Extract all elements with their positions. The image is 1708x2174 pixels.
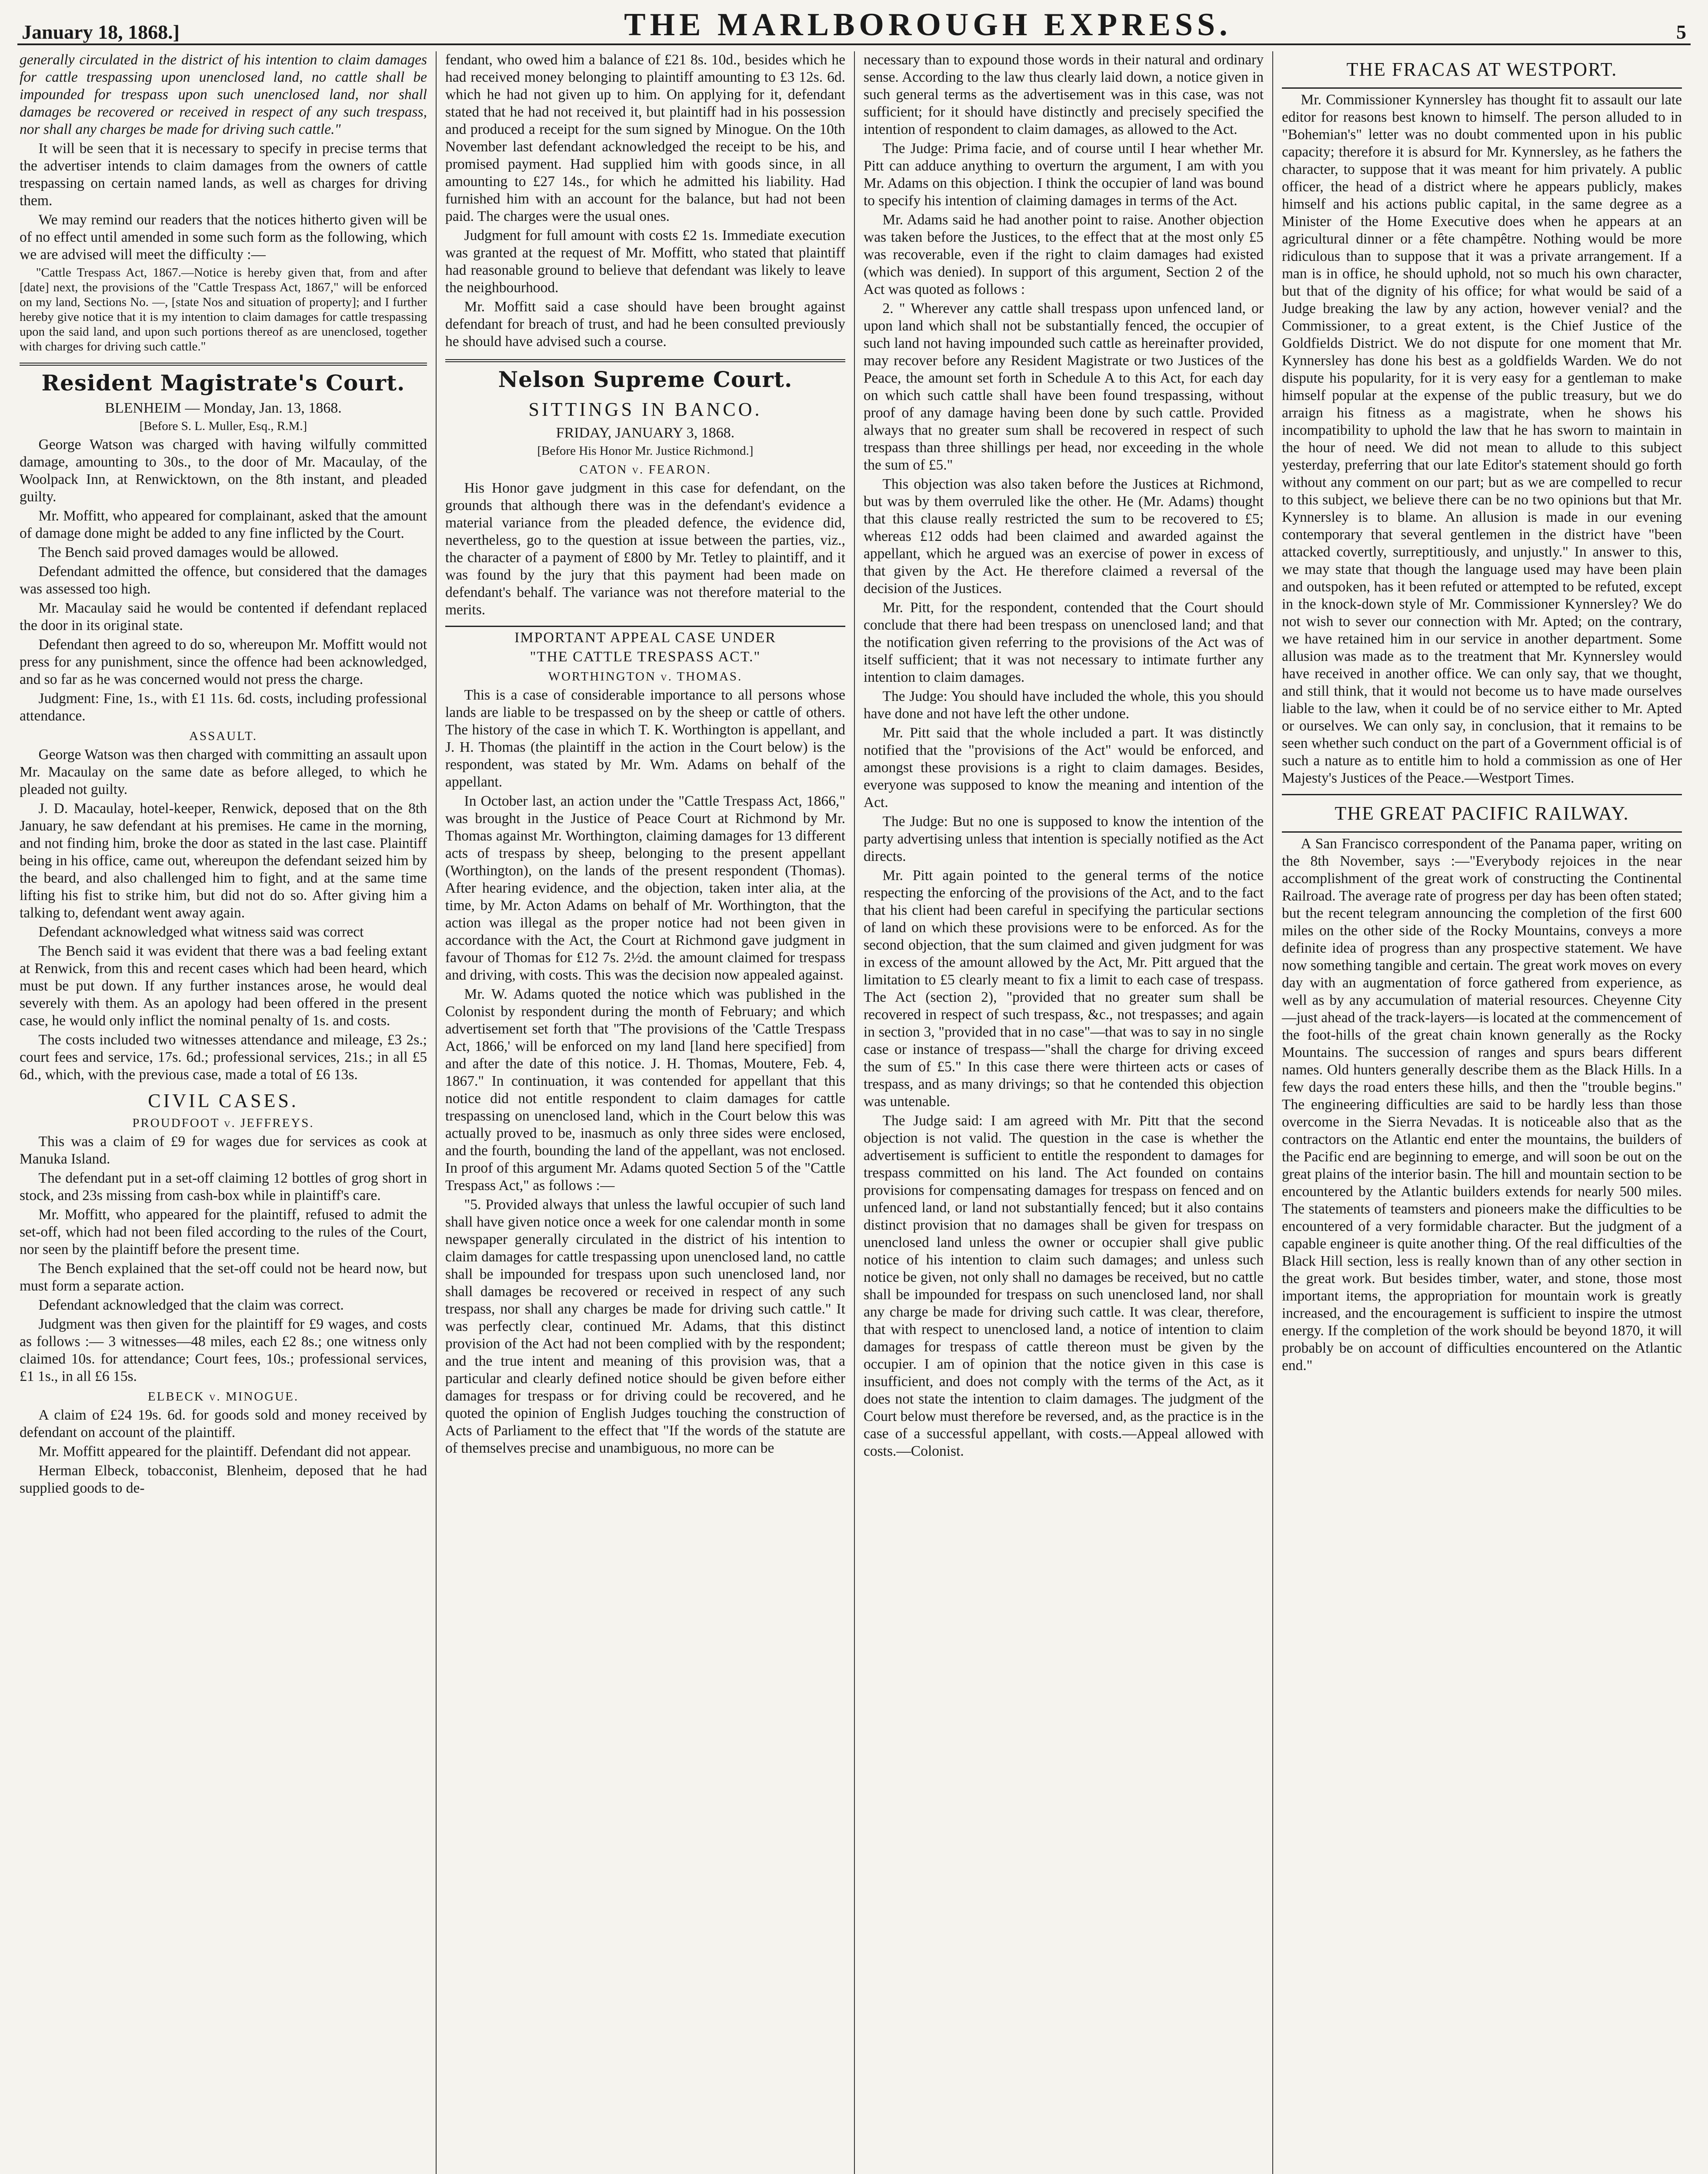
- article-text: Mr. Moffitt, who appeared for complainant, asked that the amount of damage done might be added to any fine inflicted by the Court.: [20, 508, 427, 541]
- case-heading: WORTHINGTON v. THOMAS.: [548, 670, 743, 684]
- section-heading: Resident Magistrate's Court.: [41, 370, 405, 396]
- court-before: [Before S. L. Muller, Esq., R.M.]: [139, 419, 307, 433]
- article-text: The defendant put in a set-off claiming 12 bottles of grog short in stock, and 23s missing from cash-box while in plaintiff's care.: [20, 1170, 427, 1204]
- article-text: His Honor gave judgment in this case for defendant, on the grounds that although there was in the defendant's evidence a material variance from the pleaded defence, the evidence did, nevertheless, go to the question at issue between the parties, viz., the character of a payment of £800 by Mr. Tetley to plaintiff, and it was found by the jury that this payment had been made on defendant's behalf. The variance was not therefore material to the merits.: [445, 480, 845, 618]
- column-3: [854, 51, 1272, 2174]
- article-text: Mr. Adams said he had another point to raise. Another objection was taken before the Justices, to the effect that at the most only £5 was recoverable, even if the right to claim damages had existed (which was denied). In support of this argument, Section 2 of the Act was quoted as follows :: [864, 212, 1264, 297]
- court-date: FRIDAY, JANUARY 3, 1868.: [556, 425, 735, 441]
- article-text: Mr. W. Adams quoted the notice which was published in the Colonist by respondent during the month of February; and which advertisement set forth that "The provisions of the 'Cattle Trespass Act, 1866,' will be enforced on my land [land here specified] from and after the date of this notice. J. H. Thomas, Moutere, Feb. 4, 1867." In continuation, it was contended for appellant that this notice did not entitle respondent to claim damages for cattle trespassing on unenclosed land, which in the Court below this was actually proved to be, inasmuch as only three sides were enclosed, and the fourth, bounding the land of the appellant, was not enclosed. In proof of this argument Mr. Adams quoted Section 5 of the "Cattle Trespass Act," as follows :—: [445, 986, 845, 1194]
- article-text: It will be seen that it is necessary to specify in precise terms that the advertiser intends to claim damages from the owners of cattle trespassing on certain named lands, as well as charges for driving them.: [20, 140, 427, 209]
- article-text: The Bench said proved damages would be allowed.: [38, 544, 339, 560]
- article-text: Herman Elbeck, tobacconist, Blenheim, deposed that he had supplied goods to de-: [20, 1463, 427, 1496]
- article-text: Mr. Moffitt appeared for the plaintiff. Defendant did not appear.: [38, 1444, 411, 1460]
- article-text: Defendant then agreed to do so, whereupon Mr. Moffitt would not press for any punishment, since the offence had been acknowledged, and so far as he was concerned would not press the charge.: [20, 637, 427, 687]
- article-text: Mr. Pitt, for the respondent, contended that the Court should conclude that there had been trespass on unenclosed land; and that the notification given referring to the provisions of the Act was of itself sufficient; that it was not necessary to intimate further any intention to claim damages.: [864, 600, 1264, 685]
- court-before: [Before His Honor Mr. Justice Richmond.]: [537, 444, 754, 458]
- article-text: The Judge said: I am agreed with Mr. Pitt that the second objection is not valid. The question in the case is whether the advertisement is sufficient to entitle the respondent to damages for trespass committed on his land. The Act founded on contains provisions for compensating damages for trespass on fenced and on unfenced land, or land not substantially fenced; but it also contains distinct provision that no damages shall be given for trespass on unenclosed land unless the owner or occupier shall give public notice of his intention to claim such damages; and unless such notice be given, not only shall no damages be received, but no cattle shall be impounded for trespass on such unenclosed land, nor shall any charge be made for driving such cattle. It was clear, therefore, that with respect to unenclosed land, a notice of intention to claim damages for trespass of cattle thereon must be given by the occupier. I am of opinion that the notice given in this case is insufficient, and does not comply with the terms of the Act, as it does not state the intention to claim damages. The judgment of the Court below must therefore be reversed, and, as the practice is in the case of a successful appellant, with costs.—Appeal allowed with costs.—Colonist.: [864, 1113, 1264, 1459]
- section-divider: [20, 363, 427, 366]
- article-text: A claim of £24 19s. 6d. for goods sold and money received by defendant on account of the plaintiff.: [20, 1407, 427, 1440]
- article-text: generally circulated in the district of his intention to claim damages for cattle trespassing upon unenclosed land, no cattle shall be impounded for trespass upon such unenclosed land, nor shall damages be recovered or received in respect of any such trespass, nor shall any charges be made for driving such cattle.": [20, 52, 427, 137]
- subsection-heading: CIVIL CASES.: [148, 1090, 299, 1111]
- article-text: The Bench explained that the set-off could not be heard now, but must form a separate action.: [20, 1260, 427, 1294]
- divider: [1282, 794, 1682, 795]
- article-text: Defendant acknowledged what witness said was correct: [38, 924, 364, 940]
- article-text: Judgment for full amount with costs £2 1s. Immediate execution was granted at the request of Mr. Moffitt, who stated that plaintiff had reasonable ground to believe that defendant was likely to leave the neighbourhood.: [445, 227, 845, 296]
- article-text: The Judge: But no one is supposed to know the intention of the party advertising unless that intention is specially notified as the Act directs.: [864, 814, 1264, 864]
- masthead: [17, 7, 1691, 45]
- article-text: Defendant acknowledged that the claim was correct.: [38, 1297, 344, 1313]
- article-text: J. D. Macaulay, hotel-keeper, Renwick, deposed that on the 8th January, he saw defendant at his premises. He came in the morning, and not finding him, broke the door as stated in the last case. Plaintiff being in his office, came out, whereupon the defendant seized him by the beard, and also challenged him to fight, and at the same time lifting his fist to strike him, but did not do so. After giving him a talking to, defendant went away again.: [20, 800, 427, 921]
- divider: [1282, 87, 1682, 89]
- columns: [17, 51, 1691, 2174]
- article-text: A San Francisco correspondent of the Panama paper, writing on the 8th November, says :—"Everybody rejoices in the near accomplishment of the great work of constructing the Continental Railroad. The average rate of progress per day has been often stated; but the recent telegram announcing the completion of the first 600 miles on the other side of the Rocky Mountains, conveys a more definite idea of progress than any prospective statement. We have now something tangible and certain. The great work moves on every day with an augmentation of force gathered from experience, as well as by any accumulation of material resources. Cheyenne City—just ahead of the track-layers—is located at the commencement of the foot-hills of the great chain known generally as the Rocky Mountains. The succession of ranges and spurs bears different names. Old hunters generally describe them as the Black Hills. In a few days the road enters these hills, and then the "trouble begins." The engineering difficulties are said to be hardly less than those overcome in the Sierra Nevadas. It is noticeable also that as the contractors on the Atlantic end enter the mountains, the builders of the Pacific end are beginning to emerge, and will soon be out on the great plains of the interior basin. The hill and mountain section to be encountered by the Atlantic builders extends for nearly 500 miles. The statements of teamsters and pioneers make the difficulties to be encountered of a very formidable character. But the judgment of a capable engineer is quite another thing. Of the real difficulties of the Black Hill section, less is really known than of any other section in the great work. But besides timber, water, and stone, those most important items, the appropriation for mountain work is greatly increased, and the encouragement is sufficient to inspire the utmost energy. If the completion of the work should be beyond 1870, it will probably be on account of difficulties encountered on the Atlantic end.": [1282, 836, 1682, 1374]
- article-text: Defendant admitted the offence, but considered that the damages was assessed too high.: [20, 564, 427, 597]
- article-heading: THE GREAT PACIFIC RAILWAY.: [1334, 803, 1629, 824]
- article-text: This was a claim of £9 for wages due for services as cook at Manuka Island.: [20, 1134, 427, 1167]
- article-text: fendant, who owed him a balance of £21 8s. 10d., besides which he had received money belonging to plaintiff amounting to £3 12s. 6d. which he had not given up to him. On applying for it, defendant stated that he had not received it, but plaintiff had in his possession and produced a receipt for the sum signed by Minogue. On the 10th November last defendant acknowledged the receipt to be his, and promised payment. Had supplied him with goods since, in all amounting to £27 14s., for which he admitted his liability. Had furnished him with an account for the balance, but had not been paid. The charges were the usual ones.: [445, 52, 845, 224]
- paper-title: THE MARLBOROUGH EXPRESS.: [624, 7, 1232, 43]
- article-heading: THE FRACAS AT WESTPORT.: [1346, 59, 1618, 80]
- column-2: [436, 51, 854, 2174]
- article-text: Judgment: Fine, 1s., with £1 11s. 6d. costs, including professional attendance.: [20, 690, 427, 724]
- divider: [445, 626, 845, 627]
- issue-date: January 18, 1868.]: [22, 21, 180, 43]
- article-text: The costs included two witnesses attendance and mileage, £3 2s.; court fees and service, 17s. 6d.; professional services, 21s.; in all £5 6d., which, with the previous case, made a total of £6 13s.: [20, 1032, 427, 1083]
- article-text: Mr. Pitt said that the whole included a part. It was distinctly notified that the "provisions of the Act" would be enforced, and amongst these provisions is a right to claim damages. Besides, everyone was supposed to know the meaning and intention of the Act.: [864, 725, 1264, 810]
- article-text: George Watson was charged with having wilfully committed damage, amounting to 30s., to the door of Mr. Macaulay, of the Woolpack Inn, at Renwicktown, on the 8th instant, and pleaded guilty.: [20, 437, 427, 505]
- article-text: Mr. Moffitt, who appeared for the plaintiff, refused to admit the set-off, which had not been filed according to the rules of the Court, nor seen by the plaintiff before the present time.: [20, 1207, 427, 1257]
- article-text: necessary than to expound those words in their natural and ordinary sense. According to the law thus clearly laid down, a notice given in such general terms as the advertisement was in this case, was not sufficient; for it should have distinctly and precisely specified the intention of respondent to claim damages, as allowed to the Act.: [864, 52, 1264, 137]
- article-text: "5. Provided always that unless the lawful occupier of such land shall have given notice once a week for one calendar month in some newspaper generally circulated in the district of his intention to claim damages for cattle trespassing upon unenclosed land, no cattle shall be impounded for trespass upon such unenclosed land, nor shall damages be recovered or received in respect of any such trespass, nor shall any charges be made for driving such cattle." It was perfectly clear, continued Mr. Adams, that this distinct provision of the Act had not been complied with by the respondent; and the true intent and meaning of this provision was, that a particular and clearly defined notice should be given before either damages for trespass or for driving could be recovered, and he quoted the opinion of English Judges touching the construction of Acts of Parliament to the effect that "If the words of the statute are of themselves precise and unambiguous, no more can be: [445, 1197, 845, 1456]
- case-heading: PROUDFOOT v. JEFFREYS.: [132, 1116, 314, 1130]
- case-heading: ELBECK v. MINOGUE.: [147, 1390, 299, 1404]
- article-text: 2. " Wherever any cattle shall trespass upon unfenced land, or upon land which shall not be substantially fenced, the occupier of such land not having impounded such cattle as hereinafter provided, may recover before any Resident Magistrate or two Justices of the Peace, the amount set forth in Schedule A to this Act, for each day on which such cattle shall have been found trespassing, without proof of any damage having been done by such cattle. Provided always that no greater sum shall be recovered in respect of such trespass than three shillings per head, nor exceeding in the whole the sum of £5.": [864, 300, 1264, 473]
- section-divider: [445, 359, 845, 362]
- section-heading: Nelson Supreme Court.: [498, 367, 793, 392]
- divider: [1282, 831, 1682, 833]
- subsection-heading: SITTINGS IN BANCO.: [528, 399, 762, 420]
- article-text: The Judge: You should have included the whole, this you should have done and not have left the other undone.: [864, 688, 1264, 722]
- article-text: Mr. Moffitt said a case should have been brought against defendant for breach of trust, and had he been consulted previously he should have advised such a course.: [445, 299, 845, 350]
- article-text: The Judge: Prima facie, and of course until I hear whether Mr. Pitt can adduce anything to overturn the argument, I am with you Mr. Adams on this objection. I think the occupier of land was bound to specify his intention of claiming damages in terms of the Act.: [864, 140, 1264, 209]
- case-heading: CATON v. FEARON.: [579, 463, 711, 477]
- case-heading: ASSAULT.: [189, 729, 257, 743]
- article-text: Mr. Macaulay said he would be contented if defendant replaced the door in its original state.: [20, 600, 427, 634]
- article-text: The Bench said it was evident that there was a bad feeling extant at Renwick, from this and recent cases which had been heard, which must be put down. If any further instances arose, he would deal severely with them. As an apology had been offered in the present case, he would only inflict the nominal penalty of 1s. and costs.: [20, 943, 427, 1029]
- article-heading: IMPORTANT APPEAL CASE UNDER: [514, 630, 776, 646]
- article-text: This objection was also taken before the Justices at Richmond, but was by them overruled like the other. He (Mr. Adams) thought that this clause really restricted the sum to be recovered to £5; whereas £12 odds had been claimed and awarded against the appellant, which he argued was an exercise of power in excess of that given by the Act. He therefore claimed a reversal of the decision of the Justices.: [864, 476, 1264, 597]
- article-text: Mr. Pitt again pointed to the general terms of the notice respecting the enforcing of the provisions of the Act, and to the fact that his client had been careful in specifying the particular sections of land on which these provisions were to be enforced. As for the second objection, that the sum claimed and given judgment for was in excess of the amount allowed by the Act, Mr. Pitt argued that the limitation to £5 clearly meant to fix a limit to each case of trespass. The Act (section 2), "provided that no greater sum shall be recovered in respect of such trespass, &c., not trespasses; and again in section 3, "provided that in no case"—that was to say in no single case or instance of trespass—"shall the charge for driving exceed the sum of £5." In this case there were thirteen acts or cases of trespass, and as many drivings; so that he contended this objection was untenable.: [864, 867, 1264, 1110]
- article-text: This is a case of considerable importance to all persons whose lands are liable to be trespassed on by the sheep or cattle of others. The history of the case in which T. K. Worthington is appellant, and J. H. Thomas (the plaintiff in the action in the Court below) is the respondent, was stated by Mr. Wm. Adams on behalf of the appellant.: [445, 687, 845, 790]
- article-text: Mr. Commissioner Kynnersley has thought fit to assault our late editor for reasons best known to himself. The person alluded to in "Bohemian's" letter was no doubt commented upon in his public capacity; therefore it is absurd for Mr. Kynnersley, as he fathers the character, to suppose that it was meant for him privately. A public officer, the head of a district where he appears publicly, makes himself and his actions public capital, in the same degree as a Minister of the Home Executive does when he appears at an agricultural dinner or a fête champêtre. Nothing would be more ridiculous than to suppose that it was a private arrangement. If a man is in office, he should uphold, not so much his own character, but that of the dignity of his office; for what would be said of a Judge breaking the law by any action, however venial? and the Commissioner, to a great extent, is the Chief Justice of the Goldfields District. We do not dispute for one moment that Mr. Kynnersley has done his best as a goldfields Warden. We do not dispute his popularity, for it is very easy for a gentleman to make himself popular at the expense of the public treasury, but we do arraign his fitness as a magistrate, when he shows his incompatibility to uphold the law that he has sworn to maintain in the hour of need. We did not mean to allude to this subject yesterday, preferring that our late Editor's statement should go forth without any comment on our part; but as we are compelled to recur to this subject, we believe there can be no two opinions but that Mr. Kynnersley is to blame. An allusion is made in our evening contemporary that several gentlemen in the district have "been attacked covertly, surreptitiously, and unjustly." In answer to this, we may state that though the language used may have been plain and outspoken, has it been refuted or attempted to be refuted, except in the knock-down style of Mr. Commissioner Kynnersley? We do not wish to sever our connection with Mr. Apted; on the contrary, we have retained him in our service in another department. Some allusion was made as to the treatment that Mr. Kynnersley would have received in another office. We can only say, that we thought, and still think, that it would not become us to have made ourselves liable to the law, when it could be of no service either to Mr. Apted or ourselves. We can only say, in conclusion, that it remains to be seen whether such conduct on the part of a Government official is of such a nature as to entitle him to hold a commission as one of Her Majesty's Justices of the Peace.—Westport Times.: [1282, 92, 1682, 786]
- column-1: [17, 51, 436, 2174]
- court-date: BLENHEIM — Monday, Jan. 13, 1868.: [105, 400, 342, 416]
- article-text: We may remind our readers that the notices hitherto given will be of no effect until amended in some such form as the following, which we are advised will meet the difficulty :—: [20, 212, 427, 263]
- article-text: Judgment was then given for the plaintiff for £9 wages, and costs as follows :— 3 witnesses—48 miles, each £2 8s.; one witness only claimed 10s. for attendance; Court fees, 10s.; professional services, £1 1s., in all £6 15s.: [20, 1316, 427, 1384]
- article-text: George Watson was then charged with committing an assault upon Mr. Macaulay on the same date as before alleged, to which he pleaded not guilty.: [20, 747, 427, 797]
- notice-text: "Cattle Trespass Act, 1867.—Notice is hereby given that, from and after [date] next, the provisions of the "Cattle Trespass Act, 1867," will be enforced on my land, Sections No. —, [state Nos and situation of property]; and I further hereby give notice that it is my intention to claim damages for cattle trespassing upon the said land, and upon such portions thereof as are unenclosed, together with charges for driving such cattle.": [20, 266, 427, 353]
- article-text: In October last, an action under the "Cattle Trespass Act, 1866," was brought in the Justice of Peace Court at Richmond by Mr. Thomas against Mr. Worthington, claiming damages for 13 different acts of trespass by sheep, belonging to the present appellant (Worthington), on the lands of the present respondent (Thomas). After hearing evidence, and the objection, taken inter alia, at the time, by Mr. Acton Adams on behalf of Mr. Worthington, that the action was illegal as the proper notice had not been given in accordance with the Act, the Court at Richmond gave judgment in favour of Thomas for £12 7s. 2½d. the amount claimed for trespass and driving, with costs. This was the decision now appealed against.: [445, 793, 845, 983]
- column-4: [1272, 51, 1691, 2174]
- article-heading: "THE CATTLE TRESPASS ACT.": [530, 649, 761, 665]
- page-number: 5: [1676, 21, 1686, 43]
